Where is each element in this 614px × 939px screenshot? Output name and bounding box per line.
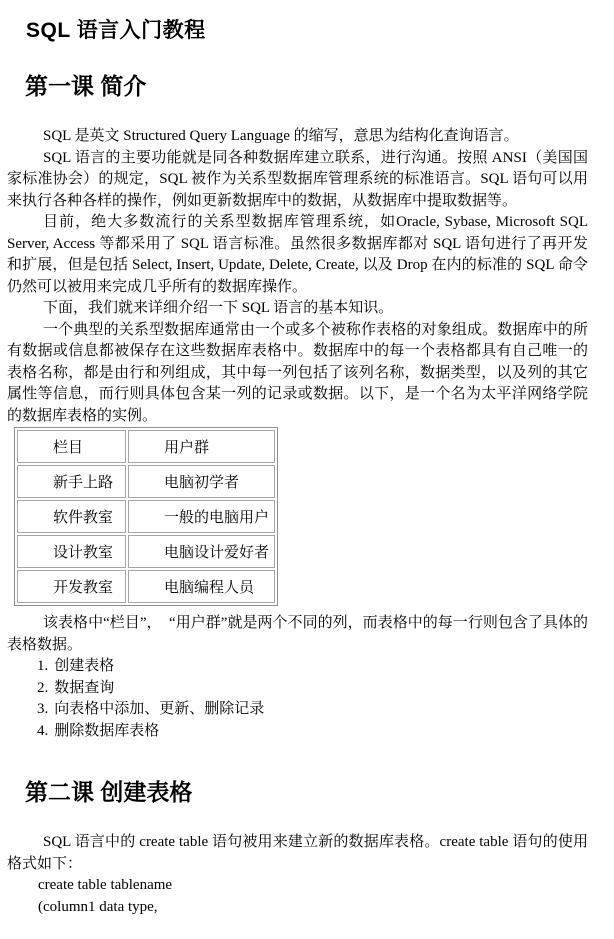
paragraph-p4: 下面，我们就来详细介绍一下 SQL 语言的基本知识。 xyxy=(43,300,394,316)
list-item-number: 4. xyxy=(37,722,49,739)
list-item-text: 向表格中添加、更新、删除记录 xyxy=(54,701,265,717)
code-line: (column1 data type, xyxy=(38,898,158,915)
table-row xyxy=(17,535,275,568)
list-item-text: 数据查询 xyxy=(54,679,115,696)
list-item-number: 3. xyxy=(37,701,49,717)
table-cell: 开发教室 xyxy=(17,570,126,603)
list-item-text: 删除数据库表格 xyxy=(54,722,160,739)
table-cell: 新手上路 xyxy=(17,465,126,498)
list-item xyxy=(37,721,588,743)
paragraph-p6: 该表格中“栏目”， “用户群”就是两个不同的列，而表格中的每一行则包含了具体的表格数据。 xyxy=(7,615,588,653)
table-row xyxy=(17,570,275,603)
table-cell: 一般的电脑用户 xyxy=(128,500,275,533)
list-item xyxy=(37,656,588,678)
table-row xyxy=(17,500,275,533)
section-2-body xyxy=(7,832,588,918)
code-line: create table tablename xyxy=(38,877,173,893)
table-cell: 电脑编程人员 xyxy=(128,570,275,603)
document-page xyxy=(0,20,614,939)
table-row xyxy=(17,430,275,463)
table-cell: 设计教室 xyxy=(17,535,126,568)
paragraph-p1: SQL 是英文 Structured Query Language 的缩写，意思为结构化查询语言。 xyxy=(43,128,519,144)
paragraph-p5: 一个典型的关系型数据库通常由一个或多个被称作表格的对象组成。数据库中的所有数据或信息都被保存在这些数据库表格中。数据库中的每一个表格都具有自己唯一的表格名称，都是由行和列组成，其中每一列包括了该列名称，数据类型，以及列的其它属性等信息，而行则具体包含某一列的记录或数据。以下，是一个名为太平洋网络学院的数据库表格的实例。 xyxy=(7,321,588,424)
table-row xyxy=(17,465,275,498)
paragraph-p2: SQL 语言的主要功能就是同各种数据库建立联系，进行沟通。按照 ANSI（美国国家标准协会）的规定，SQL 被作为关系型数据库管理系统的标准语言。SQL 语句可以用来执行各种各样的操作，例如更新数据库中的数据，从数据库中提取数据等。 xyxy=(7,149,588,209)
list-item-text: 创建表格 xyxy=(54,658,115,674)
section-1-heading: 第一课 简介 xyxy=(25,73,147,99)
list-item-number: 1. xyxy=(37,658,49,674)
list-item xyxy=(37,678,588,700)
section-2-heading: 第二课 创建表格 xyxy=(25,779,193,805)
after-table-body xyxy=(7,613,588,742)
example-table xyxy=(14,427,278,606)
list-item-number: 2. xyxy=(37,679,49,696)
table-cell: 用户群 xyxy=(128,430,275,463)
page-title: SQL 语言入门教程 xyxy=(26,19,206,42)
table-cell: 软件教室 xyxy=(17,500,126,533)
code-block xyxy=(7,875,588,918)
paragraph-p7: SQL 语言中的 create table 语句被用来建立新的数据库表格。create table 语句的使用格式如下： xyxy=(7,834,588,872)
numbered-list xyxy=(7,656,588,742)
table-cell: 电脑初学者 xyxy=(128,465,275,498)
table-cell: 栏目 xyxy=(17,430,126,463)
paragraph-p3: 目前，绝大多数流行的关系型数据库管理系统，如Oracle, Sybase, Microsoft SQL Server, Access 等都采用了 SQL 语言标准。虽然很多数据库都对 SQL 语句进行了再开发和扩展，但是包括 Select, Insert, Update, Delete, Create, 以及 Drop 在内的标准的 SQL 命令仍然可以被用来完成几乎所有的数据库操作。 xyxy=(7,214,588,295)
section-1-body xyxy=(7,126,588,427)
table-cell: 电脑设计爱好者 xyxy=(128,535,275,568)
list-item xyxy=(37,699,588,721)
